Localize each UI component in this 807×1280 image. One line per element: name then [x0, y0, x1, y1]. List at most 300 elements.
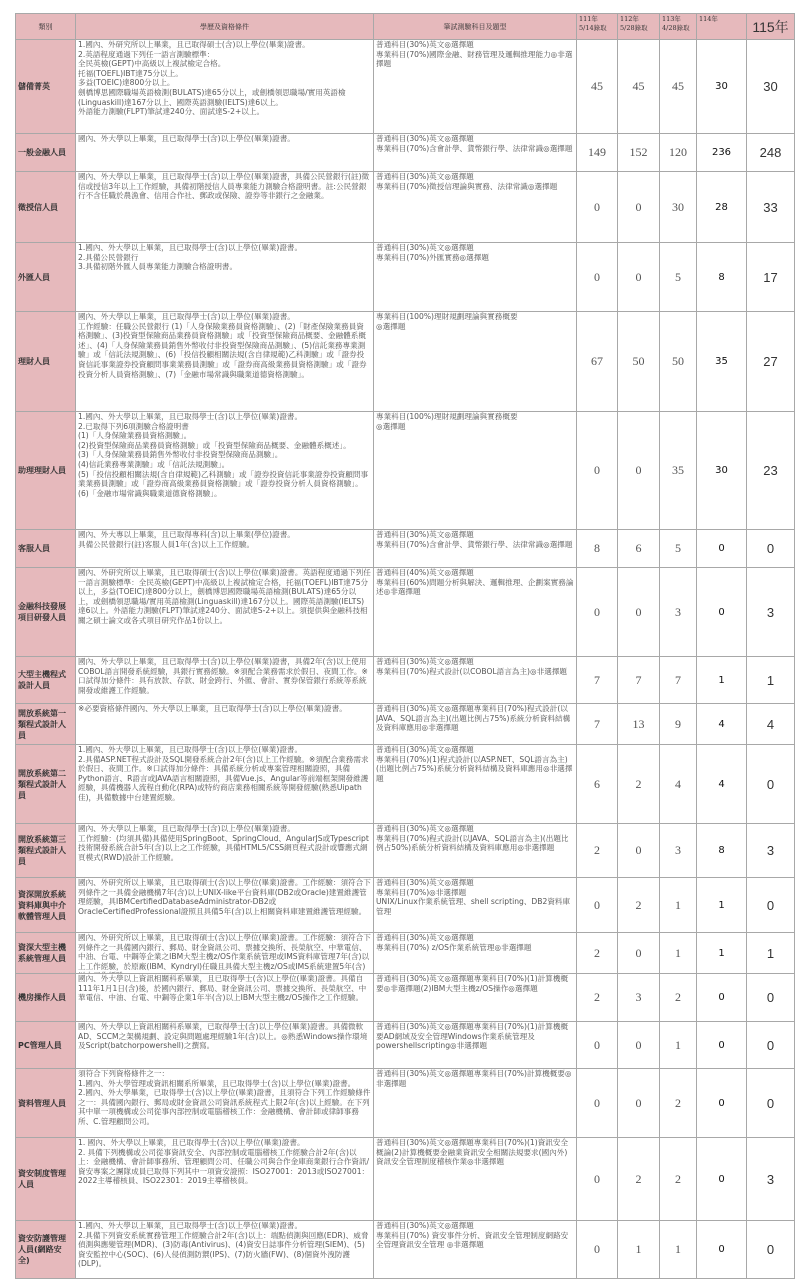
- exam-cell-text: 普通科目(30%)英文◎選擇題專業科目(70%)程式設計(以JAVA、SQL語言為主)(出題比例占75%)系統分析資料結構及資料庫應用◎非選擇題: [376, 704, 571, 733]
- qualification-cell: [76, 172, 374, 243]
- count-113-text: 5: [675, 541, 681, 555]
- count-112: [618, 878, 660, 933]
- table-row: [16, 412, 795, 530]
- count-115-text: 17: [763, 269, 778, 285]
- count-113: [660, 1138, 697, 1221]
- category-cell: [16, 1069, 76, 1138]
- table-row: [16, 243, 795, 312]
- header-113: 113年 4/28錄取: [660, 14, 697, 40]
- count-112-text: 7: [635, 672, 642, 687]
- count-115: [747, 243, 795, 312]
- count-111-text: 0: [594, 1095, 600, 1110]
- count-113-text: 2: [675, 1171, 681, 1186]
- category-cell-text: 開放系統第二類程式設計人員: [18, 768, 66, 800]
- count-112-text: 45: [632, 79, 645, 93]
- count-111: [577, 530, 618, 568]
- category-cell: [16, 745, 76, 824]
- header-exam: 筆試測驗科目及題型: [374, 14, 577, 40]
- qualification-cell: [76, 40, 374, 134]
- count-114: [697, 657, 747, 704]
- count-114-text: 30: [715, 465, 728, 476]
- qualification-cell: [76, 933, 374, 974]
- count-111-text: 2: [594, 945, 600, 960]
- count-114: [697, 40, 747, 134]
- count-112: [618, 412, 660, 530]
- count-112: [618, 1022, 660, 1069]
- table-row: [16, 974, 795, 1022]
- count-114-text: 4: [718, 778, 725, 790]
- count-114: [697, 243, 747, 312]
- qualification-cell-text: 國內、外大學以上資訊相關科系畢業，已取得學士(含)以上學位(畢業)證書。具備微軟AD、SCCM之架構規劃、設定與問題處理經驗1年(含)以上。◎熟悉Windows操作環境及Script(batchorpowershell)之撰寫。: [78, 1022, 368, 1051]
- count-113-text: 30: [672, 199, 684, 214]
- category-cell: [16, 172, 76, 243]
- qualification-cell-text: 1. 國內、外大學以上畢業，且已取得學士(含)以上學位(畢業)證書。 2. 具備下列機構或公司從事資訊安全、內部控制或電腦稽核工作經驗合計2年(含)以上：金融機構、會計師事務所、管理顧問公司、任職公司與合作金庫商業銀行合作資訊/資安專案之團隊成員已取得下列其中一項資安證照：ISO27001：2013或ISO27001：2022主導稽核員、ISO22301：2019主導稽核員。: [78, 1138, 370, 1186]
- qualification-cell: [76, 1069, 374, 1138]
- category-cell: [16, 878, 76, 933]
- count-115-text: 27: [763, 354, 778, 369]
- count-112: [618, 1138, 660, 1221]
- category-cell-text: 開放系統第一類程式設計人員: [18, 708, 66, 740]
- exam-cell-text: 普通科目(30%)英文◎選擇題 專業科目(70%)(1)程式設計(以ASP.NET、SQL語言為主)(出題比例占75%)系統分析資料結構及資料庫應用◎非選擇題: [376, 745, 573, 783]
- exam-cell-text: 普通科目(30%)英文◎選擇題 專業科目(70%) 資安事件分析、資訊安全管理制度網路安全管理資訊安全管理 ◎非選擇題: [376, 1221, 569, 1250]
- count-112-text: 50: [632, 354, 645, 368]
- count-115-text: 23: [763, 463, 778, 478]
- exam-cell-text: 普通科目(30%)英文◎選擇題 專業科目(70%)含會計學、貨幣銀行學、法律常識◎選擇題: [376, 530, 573, 549]
- exam-cell: [374, 243, 577, 312]
- category-cell: [16, 704, 76, 745]
- count-111-text: 2: [594, 843, 600, 857]
- count-111-text: 7: [594, 672, 600, 687]
- count-115: [747, 568, 795, 657]
- exam-cell: [374, 40, 577, 134]
- count-114: [697, 172, 747, 243]
- count-114-text: 1: [718, 947, 725, 959]
- count-115-text: 3: [766, 843, 775, 858]
- header-112: 112年 5/28錄取: [618, 14, 660, 40]
- qualification-cell: [76, 745, 374, 824]
- category-cell-text: 客服人員: [18, 544, 50, 553]
- exam-cell-text: 普通科目(30%)英文◎選擇題專業科目(70%)(1)計算機概要◎非選擇題(2)IBM大型主機z/OS操作◎選擇題: [376, 974, 569, 993]
- count-111-text: 0: [594, 1171, 600, 1186]
- count-111-text: 0: [594, 463, 600, 477]
- count-111-text: 0: [594, 199, 600, 214]
- qualification-cell-text: 國內、外大學以上畢業，且已取得學士(含)以上學位(畢業)證書。: [78, 134, 295, 143]
- table-row: [16, 878, 795, 933]
- qualification-cell: [76, 1221, 374, 1279]
- count-111: [577, 568, 618, 657]
- exam-cell-text: 普通科目(30%)英文◎選擇題專業科目(70%)計算機概要◎非選擇題: [376, 1069, 572, 1088]
- count-112: [618, 40, 660, 134]
- count-112-text: 2: [635, 897, 642, 912]
- count-115-text: 3: [766, 604, 775, 620]
- category-cell-text: 儲備菁英: [18, 82, 50, 91]
- count-114: [697, 412, 747, 530]
- exam-cell-text: 普通科目(30%)英文◎選擇題 專業科目(70%)含會計學、貨幣銀行學、法律常識◎選擇題: [376, 134, 573, 153]
- count-115-text: 33: [763, 199, 778, 215]
- count-113-text: 35: [672, 463, 684, 477]
- count-112-text: 1: [635, 1242, 642, 1256]
- table-row: [16, 134, 795, 172]
- qualification-cell-text: 國內、外研究所以上畢業，且已取得碩士(含)以上學位(畢業)證書。工作經驗：須符合下列條件之一具備國內銀行、郵局、財金資訊公司、票據交換所、長榮航空、中華電信、中油、台電、中鋼等企業之IBM大型主機z/OS作業系統管理或IMS資料庫管理7年(含)以上工作經驗，於原廠(IBM、Kyndryl)任職且具備大型主機z/OS或IMS系統建置5年(含): [78, 933, 371, 971]
- count-113: [660, 1069, 697, 1138]
- count-111-text: 0: [594, 1242, 600, 1256]
- count-114: [697, 1138, 747, 1221]
- count-114: [697, 824, 747, 878]
- count-112-text: 0: [635, 843, 642, 857]
- category-cell-text: 理財人員: [18, 357, 50, 366]
- category-cell-text: 外匯人員: [18, 272, 50, 282]
- count-113: [660, 878, 697, 933]
- category-cell-text: 金融科技發展項目研發人員: [18, 602, 66, 622]
- count-113-text: 4: [675, 776, 681, 791]
- category-cell-text: 資料管理人員: [18, 1098, 66, 1108]
- count-112-text: 3: [635, 990, 642, 1004]
- exam-cell-text: 普通科目(30%)英文◎選擇題 專業科目(70%) z/OS作業系統管理◎非選擇題: [376, 933, 532, 952]
- count-112: [618, 657, 660, 704]
- qualification-cell-text: 須符合下列資格條件之一： 1.國內、外大學管理或資訊相關系所畢業，且已取得學士(含)以上學位(畢業)證書。 2.國內、外大學畢業，已取得學士(含)以上學位(畢業)證書，且須符合下列工作經驗條件之一：具備國內銀行、郵局或財金資訊公司資訊系統程式上限2年(含)以上經驗。在下列其中單一項機構或公司從事內部控制或電腦稽核工作：金融機構、會計師或律師事務所、C.管理顧問公司。: [78, 1069, 371, 1126]
- category-cell-text: 資深大型主機系統管理人員: [18, 943, 66, 963]
- count-115: [747, 657, 795, 704]
- count-115: [747, 933, 795, 974]
- qualification-cell: [76, 312, 374, 412]
- count-112-text: 152: [629, 145, 648, 159]
- count-113: [660, 745, 697, 824]
- header-category: 類別: [16, 14, 76, 40]
- count-115-text: 0: [766, 1095, 775, 1111]
- count-115: [747, 40, 795, 134]
- count-111: [577, 824, 618, 878]
- count-114-text: 0: [718, 606, 725, 618]
- exam-cell: [374, 1221, 577, 1279]
- count-115: [747, 974, 795, 1022]
- count-113: [660, 412, 697, 530]
- count-111: [577, 745, 618, 824]
- qualification-cell: [76, 824, 374, 878]
- count-115: [747, 1069, 795, 1138]
- header-111: 111年 5/14錄取: [577, 14, 618, 40]
- category-cell: [16, 1221, 76, 1279]
- category-cell: [16, 1022, 76, 1069]
- count-112-text: 0: [635, 945, 642, 960]
- qualification-cell-text: 國內、外大學以上畢業，且已取得學士(含)以上學位(畢業)證書，具備2年(含)以上使用COBOL語言開發系統經驗，具銀行實務經驗。※須配合業務需求於假日、夜間工作。※口試得加分條件：具有放款、存款、財金跨行、外匯、會計、實券保管銀行系統等系統開發或維護工作經驗。: [78, 657, 368, 695]
- count-115-text: 3: [766, 1171, 775, 1187]
- count-111-text: 149: [588, 145, 606, 159]
- header-114: 114年: [697, 14, 747, 40]
- count-114: [697, 974, 747, 1022]
- count-114-text: 8: [718, 845, 725, 856]
- qualification-cell-text: 1.國內、外大學以上畢業，且已取得學士(含)以上學位(畢業)證書。 2.具備ASP.NET程式設計及SQL開發系統合計2年(含)以上工作經驗。※須配合業務需求於假日、夜間工作。※口試得加分條件：具備系統分析或專案管理相關證照，具備Python語言、R語言或JAVA語言相關證照，具備Vue.js、Angular等前端框架開發維護經驗，具備機器人流程自動化(RPA)或特約商店業務相關系統等開發經驗(熟悉Uipath佳)，具備數據中台建置經驗。: [78, 745, 369, 802]
- recruitment-table: [15, 13, 795, 1279]
- exam-cell: [374, 312, 577, 412]
- qualification-cell: [76, 1022, 374, 1069]
- exam-cell: [374, 172, 577, 243]
- qualification-cell-text: 國內、外大學以上畢業，且已取得學士(含)以上學位(畢業)證書。 工作經驗：任職公民營銀行 (1)「人身保險業務員資格測驗」、(2)「財產保險業務員資格測驗」、(3)投資型保險商品業務員資格測驗」或「投資型保險商品概要、金融體系概述」、(4)「人身保險業務員銷售外幣收付非投資型保險商品測驗」、(5)信託業務專業測驗」或「信託法規測驗」、(6)「投信投顧相關法規(含自律規範)乙科測驗」或「證券投資信託事業證券投資顧問事業業務員測驗」或「證券商高級業務員資格測驗」或「證券投資分析人員資格測驗」、(7)「金融市場常識與職業道德資格測驗」。: [78, 312, 367, 379]
- count-111: [577, 1138, 618, 1221]
- count-114-text: 1: [718, 674, 725, 686]
- table-row: [16, 530, 795, 568]
- count-114-text: 35: [715, 356, 728, 367]
- count-111-text: 67: [591, 354, 603, 368]
- count-112: [618, 172, 660, 243]
- count-113: [660, 657, 697, 704]
- count-111: [577, 40, 618, 134]
- exam-cell: [374, 933, 577, 974]
- qualification-cell-text: ※必要資格條件國內、外大學以上畢業，且已取得學士(含)以上學位(畢業)證書。: [78, 704, 347, 713]
- exam-cell-text: 普通科目(30%)英文◎選擇題 專業科目(70%)國際金融、財務管理及邏輯推理能力◎非選擇題: [376, 40, 573, 69]
- count-113-text: 1: [675, 945, 681, 960]
- count-115-text: 4: [766, 716, 775, 732]
- count-112: [618, 243, 660, 312]
- count-112-text: 2: [635, 1171, 642, 1186]
- qualification-cell: [76, 974, 374, 1022]
- header-qualification: 學歷及資格條件: [76, 14, 374, 40]
- qualification-cell-text: 國內、外大學以上資訊相關科系畢業，且已取得學士(含)以上學位(畢業)證書。具備自111年1月1日(含)後，於國內銀行、郵局、財金資訊公司、票據交換所、長榮航空、中華電信、中油、台電、中鋼等企業1年半(含)以上IBM大型主機z/OS操作之工作經驗。: [78, 974, 367, 1003]
- qualification-cell-text: 國內、外大學以上畢業，且已取得學士(含)以上學位(畢業)證書。 工作經驗：(均須具備)具備使用SpringBoot、SpringCloud、AngularJS或Typescript技術開發系統合計5年(含)以上之工作經驗，具備HTML5/CSS網頁程式設計或響應式網頁模式(RWD)設計工作經驗。: [78, 824, 369, 862]
- qualification-cell: [76, 1138, 374, 1221]
- table-row: [16, 1069, 795, 1138]
- category-cell: [16, 243, 76, 312]
- count-114-text: 0: [718, 1173, 725, 1185]
- count-111: [577, 933, 618, 974]
- count-115: [747, 824, 795, 878]
- count-112: [618, 134, 660, 172]
- count-114-text: 0: [718, 1244, 725, 1255]
- qualification-cell-text: 國內、外研究所以上畢業，且已取得碩士(含)以上學位(畢業)證書。工作經驗：須符合下列條件之一具備金融機構7年(含)以上UNIX-like平台資料庫(DB2或Oracle)建置維護管理經驗，具IBMCertifiedDatabaseAdministrator-DB2或OracleCertifiedProfessional證照且具備5年(含)以上相關資料庫建置維護管理經驗。: [78, 878, 371, 916]
- qualification-cell-text: 1.國內、外大學以上畢業，且已取得學士(含)以上學位(畢業)證書。 2.具備下列資安系統實務管理工作經驗合計2年(含)以上：端點偵測與回應(EDR)、威脅偵測與應變管理(MDR)、(3)防毒(Antivirus)、(4)資安日誌事件分析管理(SIEM)、(5)資安監控中心(SOC)、(6)人侵偵測防禦(IPS)、(7)防火牆(FW)、(8)個資外洩防護(DLP)。: [78, 1221, 369, 1269]
- count-115: [747, 1138, 795, 1221]
- count-111-text: 0: [594, 897, 600, 912]
- count-111-text: 6: [594, 776, 600, 791]
- count-112-text: 0: [635, 1037, 642, 1052]
- category-cell-text: 資深開放系統資料庫與中介軟體管理人員: [18, 889, 66, 921]
- count-114-text: 0: [718, 1097, 725, 1109]
- count-112: [618, 1069, 660, 1138]
- category-cell: [16, 933, 76, 974]
- count-112-text: 0: [635, 199, 642, 214]
- exam-cell-text: 普通科目(30%)英文◎選擇題 專業科目(70%)◎非選擇題 UNIX/Linux作業系統管理、shell scripting、DB2資料庫管理: [376, 878, 571, 916]
- exam-cell-text: 普通科目(30%)英文◎選擇題 專業科目(70%)外匯實務◎選擇題: [376, 243, 489, 262]
- count-113-text: 5: [675, 269, 681, 284]
- exam-cell-text: 普通科目(30%)英文◎選擇題 專業科目(70%)程式設計(以JAVA、SQL語言為主)(出題比例占50%)系統分析資料結構及資料庫應用◎非選擇題: [376, 824, 569, 853]
- table-body: [16, 40, 795, 1279]
- count-111-text: 7: [594, 716, 600, 731]
- count-112: [618, 824, 660, 878]
- count-111: [577, 1022, 618, 1069]
- exam-cell: [374, 530, 577, 568]
- qualification-cell: [76, 657, 374, 704]
- count-111: [577, 704, 618, 745]
- exam-cell-text: 普通科目(40%)英文◎選擇題 專業科目(60%)問題分析與解決、邏輯推理、企劃案實務論述◎非選擇題: [376, 568, 574, 597]
- count-113: [660, 312, 697, 412]
- count-113-text: 120: [669, 145, 687, 159]
- qualification-cell: [76, 878, 374, 933]
- exam-cell-text: 普通科目(30%)英文◎選擇題專業科目(70%)(1)計算機概要AD網域及安全管理Windows作業系統管理及powershellscripting◎非選擇題: [376, 1022, 569, 1051]
- count-115-text: 0: [766, 1242, 775, 1257]
- count-113-text: 2: [675, 1095, 681, 1110]
- count-113: [660, 933, 697, 974]
- table-row: [16, 1022, 795, 1069]
- count-112-text: 6: [635, 541, 642, 555]
- count-113: [660, 704, 697, 745]
- count-115: [747, 1022, 795, 1069]
- count-115-text: 1: [766, 945, 775, 961]
- count-114-text: 0: [718, 992, 725, 1003]
- count-111: [577, 878, 618, 933]
- count-112: [618, 974, 660, 1022]
- count-114: [697, 878, 747, 933]
- count-112: [618, 704, 660, 745]
- qualification-cell: [76, 243, 374, 312]
- category-cell: [16, 1138, 76, 1221]
- count-112-text: 0: [635, 269, 642, 284]
- qualification-cell: [76, 412, 374, 530]
- count-112: [618, 1221, 660, 1279]
- exam-cell: [374, 974, 577, 1022]
- count-115-text: 30: [763, 79, 778, 94]
- exam-cell: [374, 412, 577, 530]
- exam-cell: [374, 1138, 577, 1221]
- count-114: [697, 933, 747, 974]
- count-114-text: 0: [718, 543, 725, 554]
- table-row: [16, 40, 795, 134]
- category-cell-text: PC管理人員: [18, 1040, 62, 1050]
- count-115: [747, 312, 795, 412]
- count-111: [577, 312, 618, 412]
- count-115: [747, 878, 795, 933]
- count-113-text: 7: [675, 672, 681, 687]
- count-112: [618, 530, 660, 568]
- count-111-text: 0: [594, 269, 600, 284]
- table-row: [16, 745, 795, 824]
- table-row: [16, 933, 795, 974]
- count-111-text: 0: [594, 1037, 600, 1052]
- count-113: [660, 243, 697, 312]
- category-cell: [16, 657, 76, 704]
- count-113: [660, 974, 697, 1022]
- table-row: [16, 824, 795, 878]
- count-114-text: 30: [715, 81, 728, 92]
- count-115: [747, 745, 795, 824]
- count-113-text: 3: [675, 604, 681, 619]
- category-cell-text: 機房操作人員: [18, 993, 66, 1002]
- exam-cell-text: 專業科目(100%)理財規劃理論與實務概要 ◎選擇題: [376, 412, 518, 431]
- count-114-text: 28: [715, 201, 728, 213]
- count-111-text: 0: [594, 604, 600, 619]
- count-113: [660, 172, 697, 243]
- count-113: [660, 1221, 697, 1279]
- count-114-text: 1: [718, 899, 725, 911]
- count-113: [660, 568, 697, 657]
- count-111: [577, 243, 618, 312]
- count-113-text: 2: [675, 990, 681, 1004]
- category-cell-text: 一般金融人員: [18, 148, 66, 157]
- exam-cell: [374, 1069, 577, 1138]
- count-114: [697, 134, 747, 172]
- count-111: [577, 657, 618, 704]
- qualification-cell: [76, 134, 374, 172]
- qualification-cell-text: 1.國內、外大學以上畢業，且已取得學士(含)以上學位(畢業)證書。 2.已取得下列6項測驗合格證明書 (1)「人身保險業務員資格測驗」。 (2)投資型保險商品業務員資格測驗」或「投資型保險商品概要、金融體系概述」。 (3)「人身保險業務員銷售外幣收付非投資型保險商品測驗」。 (4)信託業務專業測驗」或「信託法規測驗」。 (5)「投信投顧相關法規(含自律規範)乙科測驗」或「證券投資信託事業證券投資顧問事業業務員測驗」或「證券商高級業務員資格測驗」或「證券投資分析人員資格測驗」。 (6)「金融市場常識與職業道德資格測驗」。: [78, 412, 369, 498]
- count-113: [660, 1022, 697, 1069]
- category-cell-text: 資安制度管理人員: [18, 1169, 66, 1189]
- category-cell: [16, 568, 76, 657]
- table-row: [16, 1138, 795, 1221]
- category-cell: [16, 134, 76, 172]
- category-cell-text: 資安防護管理人員(網路安全): [18, 1234, 66, 1265]
- category-cell: [16, 974, 76, 1022]
- count-112: [618, 745, 660, 824]
- count-114-text: 0: [718, 1039, 725, 1051]
- header-row: [16, 14, 795, 40]
- exam-cell-text: 專業科目(100%)理財規劃理論與實務概要 ◎選擇題: [376, 312, 518, 331]
- count-111: [577, 412, 618, 530]
- count-114: [697, 530, 747, 568]
- count-113-text: 1: [675, 1242, 681, 1256]
- count-112-text: 0: [635, 604, 642, 619]
- count-112-text: 0: [635, 1095, 642, 1110]
- count-115-text: 0: [766, 1037, 775, 1053]
- count-113: [660, 530, 697, 568]
- count-114-text: 4: [718, 718, 725, 730]
- count-114: [697, 1022, 747, 1069]
- count-114: [697, 1221, 747, 1279]
- count-113-text: 3: [675, 843, 681, 857]
- count-115: [747, 134, 795, 172]
- count-111: [577, 1221, 618, 1279]
- exam-cell: [374, 878, 577, 933]
- count-114-text: 236: [711, 147, 732, 158]
- count-115: [747, 412, 795, 530]
- count-112: [618, 933, 660, 974]
- count-112-text: 2: [635, 776, 642, 791]
- count-115: [747, 704, 795, 745]
- qualification-cell-text: 國內、外研究所以上畢業，且已取得碩士(含)以上學位(畢業)證書。英語程度通過下列任一語言測驗標準：全民英檢(GEPT)中高級以上複試檢定合格，托福(TOEFL)IBT達75分以上，多益(TOEIC)達800分以上，劍橋博思國際職場英語檢測(BULATS)達65分以上，或劍橋領思職場/實用英語檢測(Linguaskill)達167分以上。國際英語測驗(IELTS)達6以上。外語能力測驗(FLPT)筆試達240分、面試達S-2+以上。須提供與金融科技相關之碩士論文或各式項目研究作品1份以上。: [78, 568, 371, 625]
- count-111-text: 2: [594, 990, 600, 1004]
- count-111: [577, 172, 618, 243]
- qualification-cell: [76, 704, 374, 745]
- count-111-text: 45: [591, 79, 603, 93]
- category-cell: [16, 312, 76, 412]
- count-112: [618, 568, 660, 657]
- qualification-cell-text: 1.國內、外研究所以上畢業，且已取得碩士(含)以上學位(畢業)證書。 2.英語程度通過下列任一語言測驗標準： 全民英檢(GEPT)中高級以上複試檢定合格。 托福(TOEFL)IBT達75分以上。 多益(TOEIC)達800分以上。 劍橋博思國際職場英語檢測(BULATS)達65分以上，或劍橋領思職場/實用英語檢(Linguaskill)達167分以上、國際英語測驗(IELTS)達6以上。 外語能力測驗(FLPT)筆試達240分、面試達S-2+以上。: [78, 40, 346, 117]
- category-cell-text: 徵授信人員: [18, 202, 58, 212]
- category-cell-text: 大型主機程式設計人員: [18, 670, 66, 690]
- category-cell-text: 助理理財人員: [18, 466, 66, 475]
- count-115-text: 0: [766, 776, 775, 792]
- table-row: [16, 704, 795, 745]
- count-115: [747, 172, 795, 243]
- count-115-text: 0: [766, 897, 775, 913]
- category-cell: [16, 40, 76, 134]
- exam-cell: [374, 824, 577, 878]
- table-row: [16, 568, 795, 657]
- count-111: [577, 974, 618, 1022]
- header-115: 115年: [747, 14, 795, 40]
- exam-cell: [374, 568, 577, 657]
- count-115-text: 0: [766, 541, 775, 556]
- count-112: [618, 312, 660, 412]
- exam-cell-text: 普通科目(30%)英文◎選擇題 專業科目(70%)徵授信理論與實務、法律常識◎選擇題: [376, 172, 558, 191]
- count-115-text: 248: [759, 145, 782, 160]
- table-row: [16, 172, 795, 243]
- count-111-text: 8: [594, 541, 600, 555]
- count-112-text: 13: [632, 716, 645, 731]
- count-115-text: 1: [766, 672, 775, 688]
- table-row: [16, 1221, 795, 1279]
- exam-cell-text: 普通科目(30%)英文◎選擇題 專業科目(70%)程式設計(以COBOL語言為主)◎非選擇題: [376, 657, 568, 676]
- count-113: [660, 824, 697, 878]
- qualification-cell: [76, 530, 374, 568]
- table-row: [16, 312, 795, 412]
